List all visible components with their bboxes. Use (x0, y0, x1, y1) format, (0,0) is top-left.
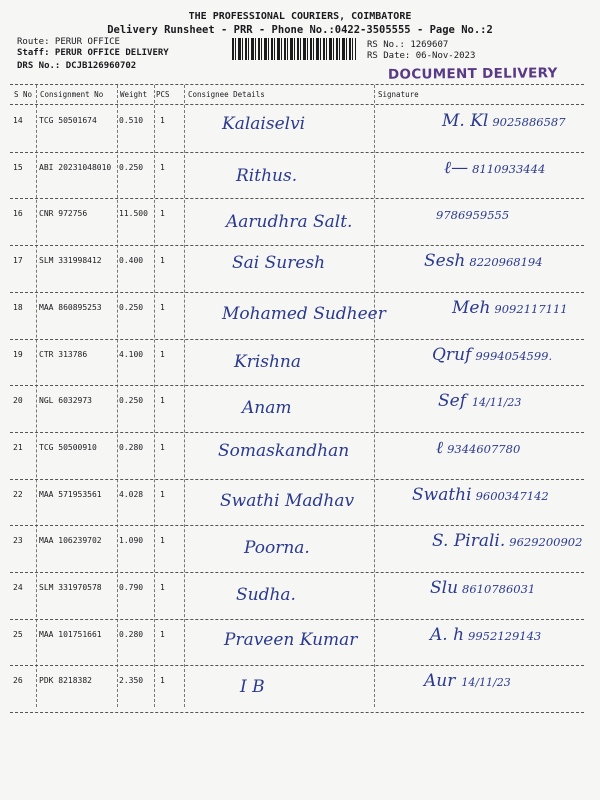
row-consignee-name: Kalaiselvi (222, 114, 306, 134)
row-signature (438, 391, 521, 411)
row-sno: 24 (13, 583, 23, 592)
row-consignee-name: Aarudhra Salt. (226, 212, 353, 233)
row-divider (10, 385, 584, 386)
row-pcs: 1 (160, 162, 165, 172)
signature-scribble: Slu (430, 578, 459, 598)
row-pcs: 1 (160, 302, 165, 312)
header-divider-bottom (10, 104, 584, 105)
document-delivery-stamp: DOCUMENT DELIVERY (387, 65, 558, 83)
row-weight: 1.090 (119, 536, 144, 546)
row-weight: 0.790 (119, 583, 144, 592)
row-signature (424, 251, 545, 271)
row-sno: 25 (13, 629, 23, 639)
row-pcs: 1 (160, 116, 165, 125)
row-sno: 20 (13, 396, 23, 406)
row-weight: 0.400 (119, 256, 144, 266)
column-divider (117, 85, 118, 707)
row-sno: 26 (13, 676, 23, 686)
row-weight: 11.500 (119, 209, 148, 219)
row-signature (436, 438, 522, 458)
row-signature (432, 204, 511, 224)
row-consignee-name: Praveen Kumar (224, 629, 358, 650)
column-divider (374, 85, 375, 707)
row-signature (412, 485, 551, 505)
row-consignee-name: Somaskandhan (218, 440, 350, 461)
row-consignee-name: Rithus. (236, 165, 298, 186)
signature-scribble: Sesh (424, 251, 466, 272)
signature-phone: 9025886587 (492, 115, 566, 129)
row-sno: 14 (13, 116, 23, 125)
signature-scribble: M. Kl (442, 111, 489, 131)
rs-number: RS No.: 1269607 (367, 40, 449, 50)
signature-phone: 9092117111 (494, 301, 568, 316)
row-sno: 22 (13, 489, 23, 499)
row-signature (442, 111, 568, 131)
row-consignment-no: MAA 571953561 (39, 489, 102, 499)
column-divider (36, 85, 37, 707)
row-pcs: 1 (160, 676, 165, 686)
signature-scribble: S. Pirali. (432, 531, 506, 552)
row-sno: 15 (13, 162, 23, 172)
row-divider (10, 339, 584, 340)
company-title: THE PROFESSIONAL COURIERS, COIMBATORE (188, 11, 412, 22)
row-sno: 18 (13, 302, 23, 312)
row-sno: 21 (13, 442, 23, 452)
runsheet-title: Delivery Runsheet - PRR - Phone No.:0422-3505555 - Page No.:2 (107, 24, 493, 36)
row-divider (10, 572, 584, 573)
row-consignment-no: MAA 860895253 (39, 302, 102, 312)
column-header-signature: Signature (378, 90, 419, 99)
row-weight: 0.250 (119, 162, 144, 172)
signature-phone: 9600347142 (475, 488, 549, 503)
row-consignee-name: Sai Suresh (232, 253, 326, 274)
row-pcs: 1 (160, 396, 165, 406)
row-weight: 0.510 (119, 116, 144, 125)
row-signature (444, 158, 547, 178)
signature-phone: 8610786031 (462, 582, 536, 596)
row-pcs: 1 (160, 209, 165, 219)
signature-phone: 9786959555 (436, 208, 510, 223)
row-divider (10, 619, 584, 620)
row-consignee-name: Poorna. (244, 538, 310, 559)
signature-scribble: A. h (430, 624, 465, 645)
drs-number: DRS No.: DCJB126960702 (17, 61, 137, 71)
row-consignment-no: MAA 101751661 (39, 629, 102, 639)
row-divider (10, 292, 584, 293)
signature-phone: 9344607780 (447, 441, 521, 456)
row-weight: 0.280 (119, 629, 144, 639)
signature-date: 14/11/23 (461, 676, 511, 690)
row-signature (432, 531, 584, 551)
header-divider-top (10, 84, 584, 85)
row-divider (10, 525, 584, 526)
row-consignment-no: PDK 8218382 (39, 676, 92, 686)
row-divider (10, 152, 584, 153)
row-divider (10, 432, 584, 433)
signature-scribble: Swathi (412, 484, 472, 505)
signature-phone: 9629200902 (509, 535, 583, 550)
row-weight: 0.250 (119, 396, 144, 406)
row-consignment-no: CNR 972756 (39, 209, 88, 219)
row-divider (10, 712, 584, 713)
row-consignee-name: I B (240, 677, 265, 698)
row-pcs: 1 (160, 536, 165, 546)
column-header-weight: Weight (120, 90, 148, 99)
row-consignment-no: SLM 331998412 (39, 256, 102, 266)
row-consignment-no: TCG 50501674 (39, 116, 97, 125)
rs-date: RS Date: 06-Nov-2023 (367, 51, 476, 61)
row-sno: 23 (13, 536, 23, 546)
row-signature (430, 625, 543, 645)
signature-phone: 9952129143 (468, 628, 542, 643)
barcode (232, 38, 356, 60)
row-divider (10, 479, 584, 480)
column-header-pcs: PCS (156, 90, 170, 99)
signature-scribble: ℓ (436, 437, 444, 458)
signature-date: 14/11/23 (472, 396, 522, 410)
row-divider (10, 245, 584, 246)
row-consignment-no: MAA 106239702 (39, 536, 102, 546)
row-signature (452, 298, 570, 318)
staff-label: Staff: PERUR OFFICE DELIVERY (17, 48, 169, 58)
signature-scribble: Aur (424, 671, 456, 692)
column-header-consignee: Consignee Details (188, 90, 265, 99)
row-pcs: 1 (160, 256, 165, 266)
row-signature (432, 345, 554, 365)
row-consignee-name: Mohamed Sudheer (222, 303, 386, 324)
signature-scribble: ℓ— (444, 157, 469, 178)
row-consignee-name: Krishna (234, 351, 302, 372)
row-consignment-no: NGL 6032973 (39, 396, 92, 406)
row-consignment-no: TCG 50500910 (39, 442, 97, 452)
row-pcs: 1 (160, 489, 165, 499)
signature-scribble: Meh (452, 297, 491, 318)
row-consignee-name: Sudha. (236, 585, 296, 605)
row-consignment-no: ABI 20231048010 (39, 162, 112, 172)
row-divider (10, 665, 584, 666)
row-consignee-name: Anam (242, 398, 292, 419)
signature-phone: 9994054599. (475, 348, 553, 363)
column-divider (154, 85, 155, 707)
row-weight: 2.350 (119, 676, 144, 686)
column-header-consignment: Consignment No (40, 90, 104, 99)
row-sno: 17 (13, 256, 23, 266)
signature-scribble: Qruf (432, 344, 472, 365)
row-pcs: 1 (160, 349, 165, 359)
row-pcs: 1 (160, 442, 165, 452)
row-consignment-no: CTR 313786 (39, 349, 88, 359)
row-consignment-no: SLM 331970578 (39, 583, 102, 592)
column-header-sno: S No (14, 90, 33, 99)
signature-phone: 8110933444 (472, 161, 546, 176)
row-signature (430, 578, 537, 598)
row-weight: 4.028 (119, 489, 144, 499)
signature-scribble: Sef (438, 391, 466, 412)
row-weight: 0.250 (119, 302, 144, 312)
row-sno: 19 (13, 349, 23, 359)
column-divider (184, 85, 185, 707)
row-weight: 0.280 (119, 442, 144, 452)
row-pcs: 1 (160, 583, 165, 592)
row-divider (10, 198, 584, 199)
row-consignee-name: Swathi Madhav (220, 490, 355, 511)
signature-phone: 8220968194 (469, 255, 543, 270)
row-weight: 4.100 (119, 349, 144, 359)
row-signature (424, 671, 511, 691)
row-sno: 16 (13, 209, 23, 219)
route-label: Route: PERUR OFFICE (17, 37, 120, 47)
row-pcs: 1 (160, 629, 165, 639)
